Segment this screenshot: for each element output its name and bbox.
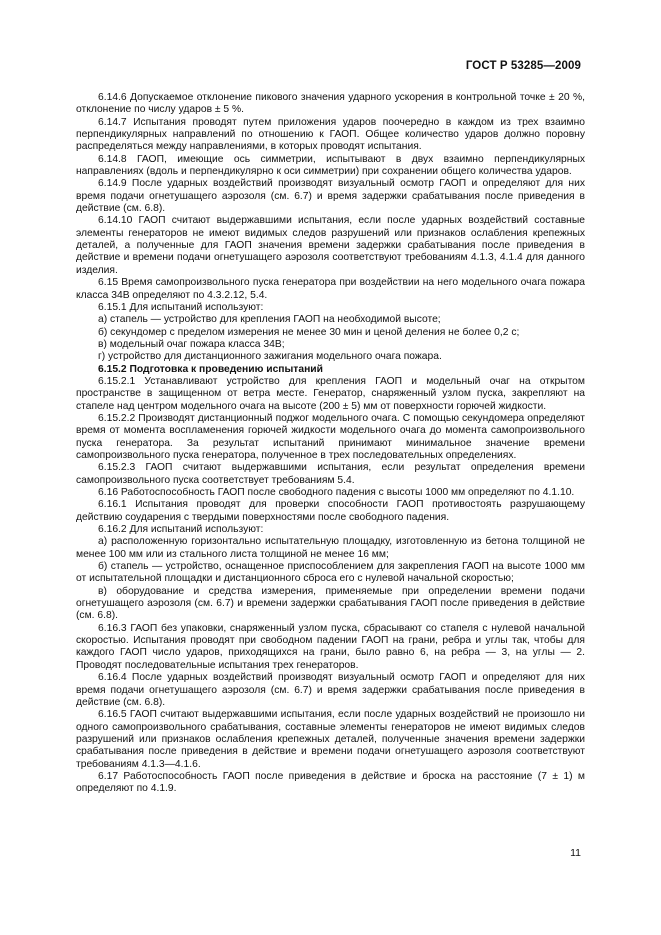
paragraph: 6.15.2.2 Производят дистанционный поджог модельного очага. С помощью секундомера определяют время от момента воспламенения горючей жидкости модельного очага до момента самопроизвольного пуска генератора. За результат испытаний принимают минимальное значение времени самопроизвольного пуска генератора, полученное в трех последовательных определениях. bbox=[76, 412, 585, 461]
section-heading: 6.15.2 Подготовка к проведению испытаний bbox=[98, 363, 323, 375]
paragraph: 6.14.9 После ударных воздействий производят визуальный осмотр ГАОП и определяют для них время подачи огнетушащего аэрозоля (см. 6.7) и время задержки срабатывания после приведения в действие (см. 6.8). bbox=[76, 178, 585, 215]
paragraph: а) стапель — устройство для крепления ГАОП на необходимой высоте; bbox=[98, 314, 441, 326]
paragraph: 6.17 Работоспособность ГАОП после приведения в действие и броска на расстояние (7 ± 1) м определяют по 4.1.9. bbox=[76, 770, 585, 795]
paragraph: 6.14.8 ГАОП, имеющие ось симметрии, испытывают в двух взаимно перпендикулярных направлениях (вдоль и перпендикулярно к оси симметрии) при сохранении общего количества ударов. bbox=[76, 153, 585, 178]
paragraph: 6.15.2.3 ГАОП считают выдержавшими испытания, если результат определения времени самопроизвольного пуска соответствует требованиям 5.4. bbox=[76, 462, 585, 486]
paragraph: 6.14.6 Допускаемое отклонение пикового значения ударного ускорения в контрольной точке ± 20 %, отклонение по числу ударов ± 5 %. bbox=[76, 92, 585, 116]
paragraph: 6.16.4 После ударных воздействий производят визуальный осмотр ГАОП и определяют для них время подачи огнетушащего аэрозоля (см. 6.7) и время задержки срабатывания после приведения в действие (см. 6.8). bbox=[76, 672, 585, 708]
paragraph: 6.14.7 Испытания проводят путем приложения ударов поочередно в каждом из трех взаимно перпендикулярных направлений по отношению к ГАОП. Общее количество ударов должно поровну распределяться между направлениями, в которых проводят испытания. bbox=[76, 116, 585, 153]
standard-header: ГОСТ Р 53285—2009 bbox=[465, 60, 581, 72]
paragraph: а) расположенную горизонтально испытательную площадку, изготовленную из бетона толщиной не менее 100 мм или из стального листа толщиной не менее 16 мм; bbox=[76, 536, 585, 560]
paragraph: 6.14.10 ГАОП считают выдержавшими испытания, если после ударных воздействий составные элементы генераторов не имеют видимых следов разрушений или признаков ослабления крепежных деталей, а полученные для ГАОП значения времени задержки срабатывания после приведения в действие и времени подачи огнетушащего аэрозоля соответствуют требованиям 4.1.3, 4.1.4 для данного изделия. bbox=[76, 215, 585, 276]
paragraph: б) секундомер с пределом измерения не менее 30 мин и ценой деления не более 0,2 с; bbox=[98, 326, 520, 338]
page-number: 11 bbox=[570, 847, 581, 859]
paragraph: 6.15.2.1 Устанавливают устройство для крепления ГАОП и модельный очаг на открытом пространстве в защищенном от ветра месте. Генератор, снаряженный узлом пуска, закрепляют на стапеле над центром модельного очага на высоте (200 ± 5) мм от поверхности горючей жидкости. bbox=[76, 375, 585, 412]
document-body bbox=[76, 92, 585, 796]
paragraph: в) модельный очаг пожара класса 34В; bbox=[98, 338, 285, 350]
paragraph: 6.16 Работоспособность ГАОП после свободного падения с высоты 1000 мм определяют по 4.1.10. bbox=[98, 487, 575, 498]
paragraph: 6.15 Время самопроизвольного пуска генератора при воздействии на него модельного очага пожара класса 34В определяют по 4.3.2.12, 5.4. bbox=[76, 277, 585, 301]
paragraph: 6.16.2 Для испытаний используют: bbox=[98, 524, 264, 536]
paragraph: б) стапель — устройство, оснащенное приспособлением для закрепления ГАОП на высоте 1000 мм от испытательной площадки и дистанционного сброса его с нулевой начальной скоростью; bbox=[76, 561, 585, 585]
paragraph: 6.16.1 Испытания проводят для проверки способности ГАОП противостоять разрушающему действию соударения с твердыми поверхностями после свободного падения. bbox=[76, 499, 585, 523]
paragraph: г) устройство для дистанционного зажигания модельного очага пожара. bbox=[98, 351, 442, 363]
paragraph: в) оборудование и средства измерения, применяемые при определении времени подачи огнетушащего аэрозоля (см. 6.7) и времени задержки срабатывания ГАОП после приведения в действие (см. 6.8). bbox=[76, 585, 585, 622]
paragraph: 6.15.1 Для испытаний используют: bbox=[98, 301, 264, 313]
paragraph: 6.16.3 ГАОП без упаковки, снаряженный узлом пуска, сбрасывают со стапеля с нулевой начальной скоростью. Испытания проводят при свободном падении ГАОП на грани, ребра и углы так, чтобы для каждого ГАОП число ударов, приходящихся на грани, было равно 6, на ребра — 3, на углы — 2. Проводят последовательные испытания трех генераторов. bbox=[76, 622, 585, 671]
paragraph: 6.16.5 ГАОП считают выдержавшими испытания, если после ударных воздействий не произошло ни одного самопроизвольного срабатывания, составные элементы генераторов не имеют видимых следов разрушений или признаков ослабления крепежных деталей, полученные значения времени задержки срабатывания после приведения в действие и времени подачи огнетушащего аэрозоля соответствуют требованиям 4.1.3—4.1.6. bbox=[76, 709, 585, 770]
